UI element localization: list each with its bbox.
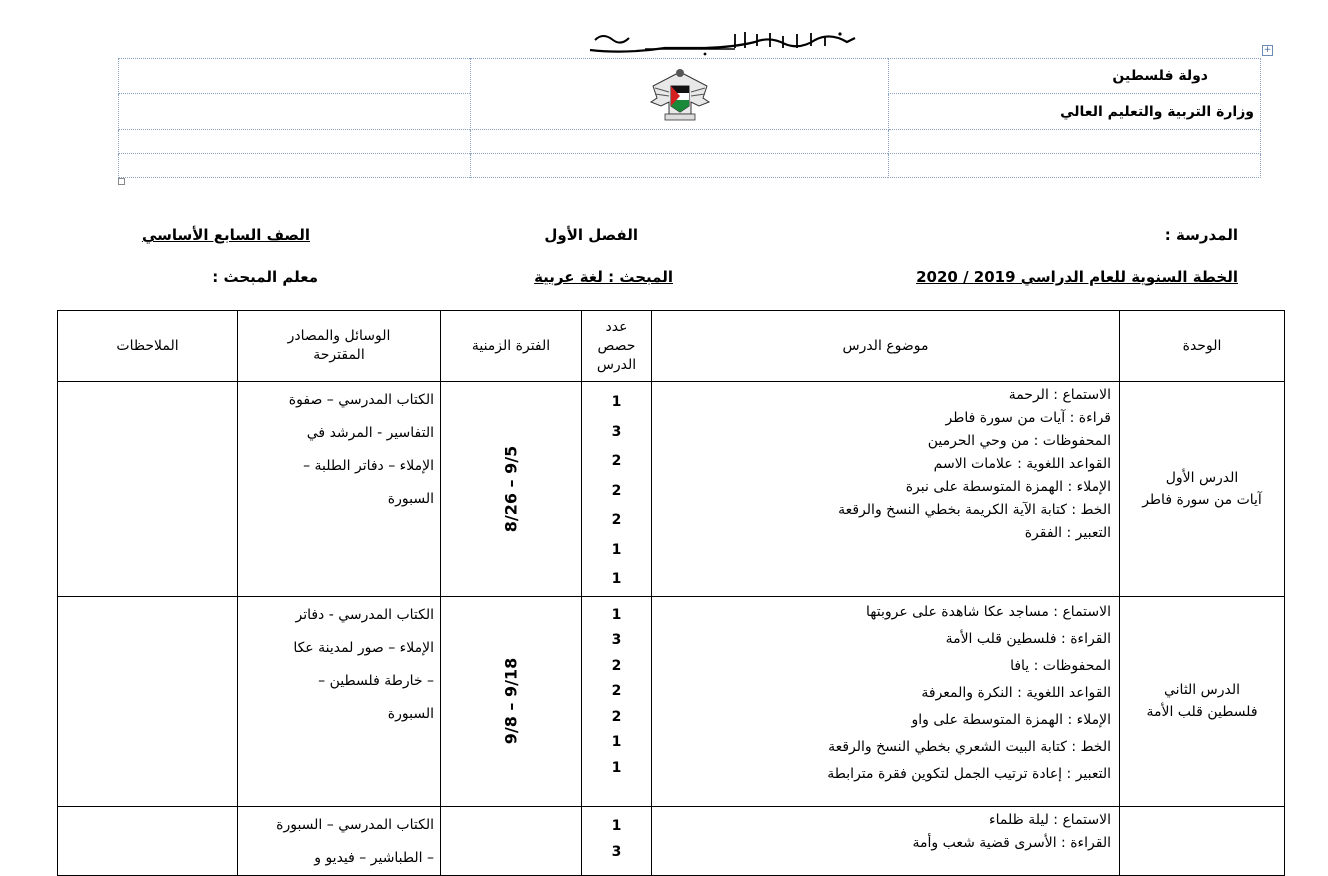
notes-cell[interactable] <box>58 382 238 597</box>
palestine-emblem-icon <box>647 66 713 122</box>
topic-item: الإملاء : الهمزة المتوسطة على نبرة <box>905 479 1111 495</box>
topic-item: القراءة : الأسرى قضية شعب وأمة <box>912 834 1111 851</box>
header-state-cell <box>889 59 1261 94</box>
ministry-name: وزارة التربية والتعليم العالي <box>1060 103 1254 120</box>
header-table <box>118 58 1261 178</box>
header-left-cell-1 <box>119 59 471 94</box>
header-empty-cell <box>471 154 889 178</box>
table-row <box>58 596 1285 806</box>
topic-item: الخط : كتابة الآية الكريمة بخطي النسخ والرقعة <box>838 502 1111 518</box>
table-resize-handle[interactable] <box>118 178 125 185</box>
topic-item: المحفوظات : من وحي الحرمين <box>927 433 1111 449</box>
period-cell <box>441 382 582 597</box>
topic-item: الإملاء : الهمزة المتوسطة على واو <box>911 711 1111 728</box>
counts-cell: 1 3 2 2 2 1 1 <box>582 596 652 806</box>
topic-item: القراءة : فلسطين قلب الأمة <box>945 630 1111 647</box>
topic-item: الخط : كتابة البيت الشعري بخطي النسخ والرقعة <box>828 738 1111 755</box>
notes-cell[interactable] <box>58 806 238 875</box>
topics-cell <box>652 806 1120 875</box>
header-left-cell-2 <box>119 94 471 130</box>
topic-item: الاستماع : ليلة ظلماء <box>989 811 1111 828</box>
header-topic: موضوع الدرس <box>652 311 1120 382</box>
topic-item: التعبير : إعادة ترتيب الجمل لتكوين فقرة مترابطة <box>827 765 1111 782</box>
state-name: دولة فلسطين <box>1112 68 1208 84</box>
table-row <box>58 806 1285 875</box>
header-count: عدد حصص الدرس <box>582 311 652 382</box>
topics-cell <box>652 596 1120 806</box>
resources-cell: الكتاب المدرسي - دفاتر الإملاء – صور لمدينة عكا – خارطة فلسطين – السبورة <box>238 596 441 806</box>
topics-cell <box>652 382 1120 597</box>
topic-item: القواعد اللغوية : علامات الاسم <box>933 456 1111 472</box>
school-label: المدرسة : <box>1164 226 1238 244</box>
teacher-label: معلم المبحث : <box>212 268 318 286</box>
period-text: 8/26 – 9/5 <box>501 445 521 532</box>
topic-item: القواعد اللغوية : النكرة والمعرفة <box>921 684 1111 701</box>
counts-cell: 1 3 <box>582 806 652 875</box>
header-empty-cell <box>119 130 471 154</box>
topic-item: قراءة : آيات من سورة فاطر <box>945 410 1111 426</box>
unit-cell <box>1120 806 1285 875</box>
header-resources: الوسائل والمصادر المقترحة <box>238 311 441 382</box>
period-text: 9/8 – 9/18 <box>501 657 521 745</box>
unit-cell: الدرس الثاني فلسطين قلب الأمة <box>1120 596 1285 806</box>
header-unit: الوحدة <box>1120 311 1285 382</box>
plan-title: الخطة السنوية للعام الدراسي 2019 / 2020 <box>916 268 1238 286</box>
topic-item: الاستماع : الرحمة <box>1008 387 1111 403</box>
header-period: الفترة الزمنية <box>441 311 582 382</box>
topic-item: الاستماع : مساجد عكا شاهدة على عروبتها <box>866 603 1111 620</box>
topic-item: التعبير : الفقرة <box>1024 525 1111 541</box>
notes-cell[interactable] <box>58 596 238 806</box>
header-empty-cell <box>471 130 889 154</box>
subject-label: المبحث : لغة عربية <box>534 268 673 286</box>
resources-cell: الكتاب المدرسي – السبورة – الطباشير – فيديو و <box>238 806 441 875</box>
period-cell <box>441 806 582 875</box>
header-notes: الملاحظات <box>58 311 238 382</box>
basmala-calligraphy <box>585 28 860 56</box>
table-move-handle[interactable]: + <box>1263 45 1272 55</box>
grade-label: الصف السابع الأساسي <box>141 226 310 244</box>
annual-plan-table <box>57 310 1285 876</box>
semester-label: الفصل الأول <box>544 226 638 244</box>
period-cell <box>441 596 582 806</box>
unit-cell: الدرس الأول آيات من سورة فاطر <box>1120 382 1285 597</box>
header-ministry-cell <box>889 94 1261 130</box>
topic-item: المحفوظات : يافا <box>1010 657 1111 674</box>
header-empty-cell <box>889 130 1261 154</box>
header-empty-cell <box>889 154 1261 178</box>
resources-cell: الكتاب المدرسي – صفوة التفاسير - المرشد في الإملاء – دفاتر الطلبة – السبورة <box>238 382 441 597</box>
header-empty-cell <box>119 154 471 178</box>
emblem-cell <box>471 59 889 130</box>
table-row <box>58 382 1285 597</box>
counts-cell: 1 3 2 2 2 1 1 <box>582 382 652 597</box>
